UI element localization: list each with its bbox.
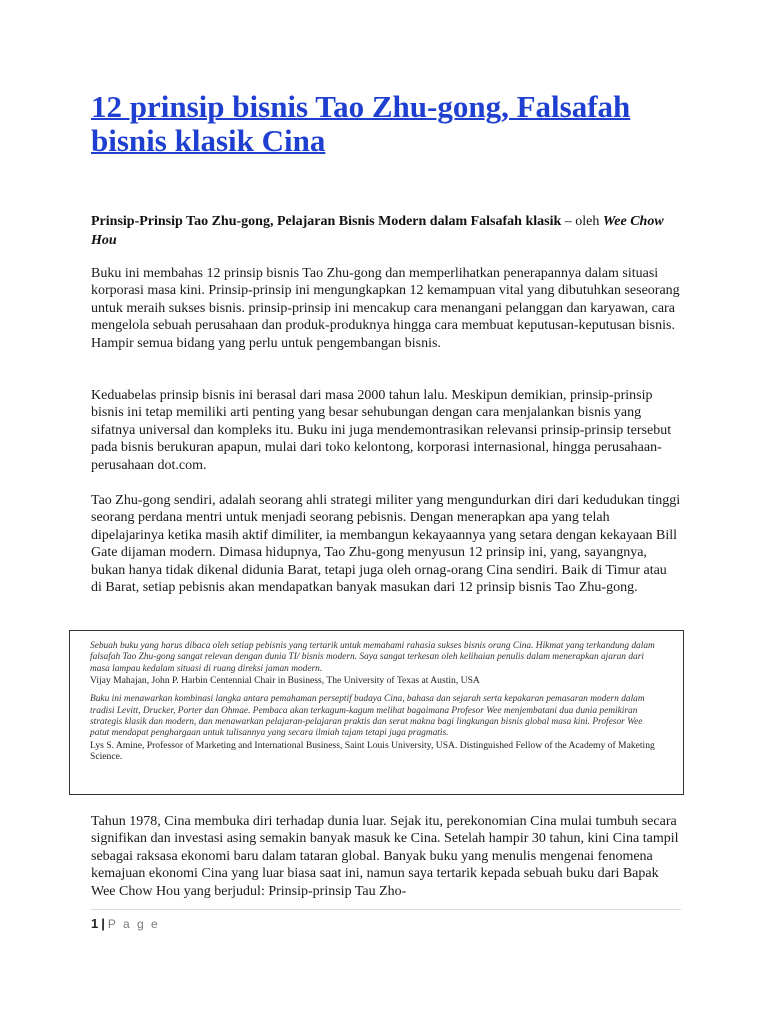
document-title-link[interactable]: 12 prinsip bisnis Tao Zhu-gong, Falsafah bisnis klasik Cina bbox=[91, 89, 631, 158]
body-paragraph-3: Tao Zhu-gong sendiri, adalah seorang ahli strategi militer yang mengundurkan diri dari kedudukan tinggi seorang perdana mentri untuk menjadi seorang pebisnis. Dengan menerapkan apa yang telah dipelajarinya ketika masih aktif dimiliter, ia membangun kekayaannya yang setara dengan kekayaan Bill Gate dijaman modern. Dimasa hidupnya, Tao Zhu-gong menyusun 12 prinsip ini, yang, sayangnya, bukan hanya tidak dikenal didunia Barat, tetapi juga oleh ornag-orang Cina sendiri. Baik di Timur atau di Barat, setiap pebisnis akan mendapatkan banyak masukan dari 12 prinsip bisnis Tao Zhu-gong. bbox=[91, 493, 681, 596]
subtitle-separator: – oleh bbox=[561, 214, 603, 229]
testimonial-box bbox=[69, 630, 684, 795]
body-paragraph-1: Buku ini membahas 12 prinsip bisnis Tao Zhu-gong dan memperlihatkan penerapannya dalam situasi korporasi masa kini. Prinsip-prinsip ini mengungkapkan 12 kemampuan vital yang dibutuhkan seseorang untuk meraih sukses bisnis. prinsip-prinsip ini mencakup cara menangani pelanggan dan karyawan, cara mengelola sebuah perusahaan dan produk-produknya hingga cara membuat keputusan-keputusan bisnis. Hampir semua bidang yang perlu untuk pengembangan bisnis. bbox=[91, 266, 680, 351]
page-separator: | bbox=[101, 916, 105, 931]
testimonial-attribution-1: Vijay Mahajan, John P. Harbin Centennial Chair in Business, The University of Texas at Austin, USA bbox=[90, 674, 480, 686]
page-footer bbox=[91, 916, 160, 931]
subtitle-main: Prinsip-Prinsip Tao Zhu-gong, Pelajaran Bisnis Modern dalam Falsafah klasik bbox=[91, 214, 562, 229]
page-number: 1 bbox=[91, 916, 99, 931]
document-subtitle bbox=[91, 212, 681, 250]
footer-divider bbox=[91, 909, 681, 910]
subtitle-author: Wee Chow Hou bbox=[91, 214, 664, 248]
body-paragraph-4: Tahun 1978, Cina membuka diri terhadap dunia luar. Sejak itu, perekonomian Cina mulai tumbuh secara signifikan dan investasi asing semakin banyak masuk ke Cina. Setelah hampir 30 tahun, kini Cina tampil sebagai raksasa ekonomi baru dalam tataran global. Banyak buku yang menulis mengenai fenomena kemajuan ekonomi Cina yang luar biasa saat ini, namun saya tertarik kepada sebuah buku dari Bapak Wee Chow Hou yang berjudul: Prinsip-prinsip Tau Zho- bbox=[91, 814, 679, 899]
testimonial-quote-1: Sebuah buku yang harus dibaca oleh setiap pebisnis yang tertarik untuk memahami rahasia sukses bisnis orang Cina. Hikmat yang terkandung dalam falsafah Tao Zhu-gong sangat relevan dengan dunia TI/ bisnis modern. Saya sangat terkesan oleh kelihaian penulis dalam menerapkan ajaran dari masa lampau kedalam situasi di ruang direksi jaman modern. bbox=[90, 641, 655, 674]
body-paragraph-2: Keduabelas prinsip bisnis ini berasal dari masa 2000 tahun lalu. Meskipun demikian, prinsip-prinsip bisnis ini tetap memiliki arti penting yang besar sehubungan dengan cara menjalankan bisnis yang sifatnya universal dan kompleks itu. Buku ini juga mendemontrasikan relevansi prinsip-prinsip tersebut pada bisnis berukuran apapun, mulai dari toko kelontong, korporasi internasional, hingga perusahaan-perusahaan dot.com. bbox=[91, 388, 672, 473]
testimonial-quote-2: Buku ini menawarkan kombinasi langka antara pemahaman perseptif budaya Cina, bahasa dan sejarah serta kepakaran pemasaran modern dalam tradisi Levitt, Drucker, Porter dan Ohmae. Pembaca akan terkagum-kagum melihat bagaimana Profesor Wee menjembatani dua dunia pemikiran strategis klasik dan modern, dan menawarkan pelajaran-pelajaran praktis dan serat makna bagi lingkungan bisnis global masa kini. Profesor Wee patut mendapat penghargaan untuk tulisannya yang secara ilmiah tajam tetapi juga pragmatis. bbox=[90, 694, 645, 739]
page-label: P a g e bbox=[107, 917, 160, 931]
testimonial-attribution-2: Lys S. Amine, Professor of Marketing and International Business, Saint Louis University, USA. Distinguished Fellow of the Academy of Maketing Science. bbox=[90, 739, 655, 763]
